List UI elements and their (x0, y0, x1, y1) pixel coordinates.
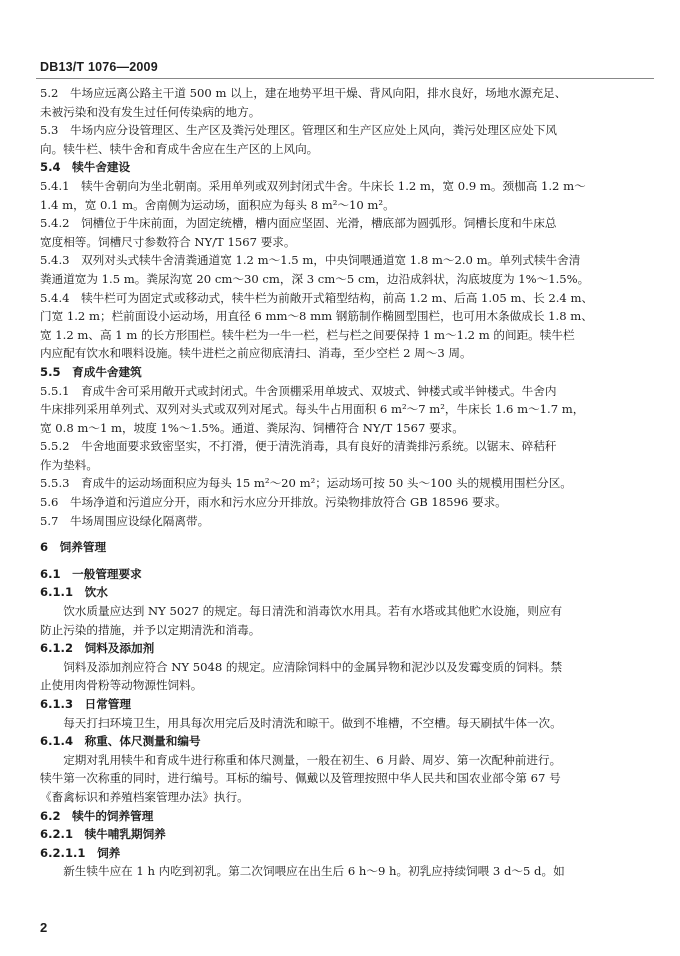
section-heading: 6.2 犊牛的饲养管理 (40, 808, 154, 823)
chapter-heading: 6 饲养管理 (40, 540, 107, 555)
text-line: 5.4.2 饲槽位于牛床前面，为固定统槽，槽内面应坚固、光滑，槽底部为圆弧形。饲槽长度和牛床总 (40, 216, 557, 231)
header-rule (36, 78, 654, 79)
subsection-heading: 6.1.1 饮水 (40, 585, 108, 600)
text-line: 5.2 牛场应远离公路主干道 500 m 以上，建在地势平坦干燥、背风向阳，排水良好，场地水源充足、 (40, 86, 567, 100)
text-line: 未被污染和没有发生过任何传染病的地方。 (40, 104, 261, 119)
subsection-heading: 6.2.1 犊牛哺乳期饲养 (40, 827, 166, 842)
text-line: 牛床排列采用单列式、双列对头式或双列对尾式。每头牛占用面积 6 m²～7 m²，牛床长 1.6 m～1.7 m， (40, 402, 585, 417)
text-line: 饮水质量应达到 NY 5027 的规定。每日清洗和消毒饮水用具。若有水塔或其他贮水设施，则应有 (40, 604, 563, 619)
text-line: 粪通道宽为 1.5 m。粪尿沟宽 20 cm～30 cm，深 3 cm～5 cm，边沿成斜状，沟底坡度为 1%～1.5%。 (40, 271, 590, 286)
text-line: 5.4.1 犊牛舍朝向为坐北朝南。采用单列或双列封闭式牛舍。牛床长 1.2 m，宽 0.9 m。颈枷高 1.2 m～ (40, 178, 586, 193)
spacer (40, 530, 638, 538)
section-heading: 5.4 犊牛舍建设 (40, 160, 131, 175)
text-line: 饲料及添加剂应符合 NY 5048 的规定。应清除饲料中的金属异物和泥沙以及发霉变质的饲料。禁 (40, 659, 563, 674)
subsection-heading: 6.1.4 称重、体尺测量和编号 (40, 734, 201, 749)
subsection-heading: 6.1.3 日常管理 (40, 697, 131, 711)
subsection-heading: 6.1.2 饲料及添加剂 (40, 641, 155, 656)
text-line: 内应配有饮水和喂料设施。犊牛进栏之前应彻底清扫、消毒，至少空栏 2 周～3 周。 (40, 346, 472, 361)
text-line: 防止污染的措施，并予以定期清洗和消毒。 (40, 622, 261, 637)
text-line: 犊牛第一次称重的同时，进行编号。耳标的编号、佩戴以及管理按照中华人民共和国农业部令第 67 号 (40, 771, 561, 786)
document-header: DB13/T 1076—2009 (40, 60, 158, 74)
text-line: 1.4 m，宽 0.1 m。舍南侧为运动场，面积应为每头 8 m²～10 m²。 (40, 197, 395, 212)
text-line: 5.4.3 双列对头式犊牛舍清粪通道宽 1.2 m～1.5 m，中央饲喂通道宽 1.8 m～2.0 m。单列式犊牛舍清 (40, 253, 581, 268)
text-line: 每天打扫环境卫生，用具每次用完后及时清洗和晾干。做到不堆槽，不空槽。每天刷拭牛体一次。 (40, 715, 562, 730)
text-line: 5.6 牛场净道和污道应分开，雨水和污水应分开排放。污染物排放符合 GB 18596 要求。 (40, 495, 507, 510)
text-line: 宽 0.8 m～1 m，坡度 1%～1.5%。通道、粪尿沟、饲槽符合 NY/T 1567 要求。 (40, 420, 464, 435)
text-line: 作为垫料。 (40, 457, 98, 472)
section-heading: 5.5 育成牛舍建筑 (40, 364, 142, 379)
page-number: 2 (40, 920, 48, 935)
text-line: 5.5.1 育成牛舍可采用敞开式或封闭式。牛舍顶棚采用单坡式、双坡式、钟楼式或半钟楼式。牛舍内 (40, 383, 557, 398)
text-line: 定期对乳用犊牛和育成牛进行称重和体尺测量，一般在初生、6 月龄、周岁、第一次配种前进行。 (40, 752, 562, 767)
subsection-heading: 6.2.1.1 饲养 (40, 845, 121, 860)
text-line: 新生犊牛应在 1 h 内吃到初乳。第二次饲喂应在出生后 6 h～9 h。初乳应持续饲喂 3 d～5 d。如 (40, 864, 565, 879)
text-line: 宽 1.2 m、高 1 m 的长方形围栏。犊牛栏为一牛一栏，栏与栏之间要保持 1 m～1.2 m 的间距。犊牛栏 (40, 327, 575, 342)
section-heading: 6.1 一般管理要求 (40, 566, 142, 581)
document-body (40, 84, 638, 881)
text-line: 宽度相等。饲槽尺寸参数符合 NY/T 1567 要求。 (40, 234, 296, 249)
text-line: 向。犊牛栏、犊牛舍和育成牛舍应在生产区的上风向。 (40, 141, 319, 156)
text-line: 《畜禽标识和养殖档案管理办法》执行。 (40, 789, 249, 804)
text-line: 止使用肉骨粉等动物源性饲料。 (40, 678, 203, 693)
text-line: 5.7 牛场周围应设绿化隔离带。 (40, 513, 210, 528)
spacer (40, 557, 638, 565)
text-line: 5.5.2 牛舍地面要求致密坚实，不打滑，便于清洗消毒，具有良好的清粪排污系统。以锯末、碎秸秆 (40, 439, 557, 454)
text-line: 门宽 1.2 m；栏前面设小运动场，用直径 6 mm～8 mm 钢筋制作椭圆型围栏，也可用木条做成长 1.8 m、 (40, 309, 593, 324)
text-line: 5.4.4 犊牛栏可为固定式或移动式，犊牛栏为前敞开式箱型结构，前高 1.2 m、后高 1.05 m、长 2.4 m、 (40, 290, 594, 305)
text-line: 5.3 牛场内应分设管理区、生产区及粪污处理区。管理区和生产区应处上风向，粪污处理区应处下风 (40, 123, 557, 138)
text-line: 5.5.3 育成牛的运动场面积应为每头 15 m²～20 m²；运动场可按 50 头～100 头的规模用围栏分区。 (40, 476, 572, 491)
